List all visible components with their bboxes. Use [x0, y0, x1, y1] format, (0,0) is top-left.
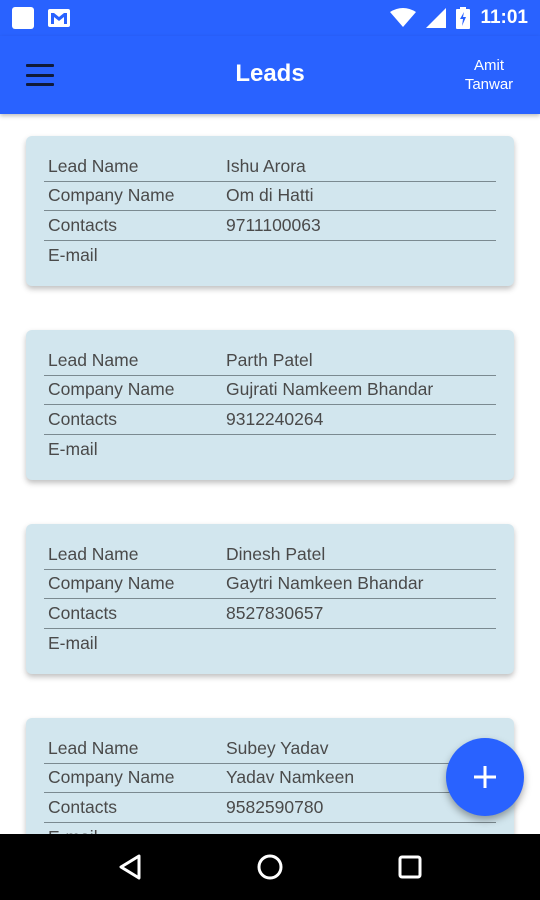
contacts-value: 9312240264: [226, 408, 324, 429]
company-name-row: [44, 764, 496, 794]
contacts-value: 8527830657: [226, 602, 324, 623]
wifi-icon: [390, 8, 416, 28]
status-bar: [0, 0, 540, 36]
back-button[interactable]: [110, 847, 150, 887]
app-bar: [0, 36, 540, 114]
lead-name-row: [44, 152, 496, 182]
company-name-row: [44, 182, 496, 212]
home-button[interactable]: [250, 847, 290, 887]
lead-name-row: [44, 346, 496, 376]
lead-card[interactable]: [26, 136, 514, 286]
lead-name-row: [44, 540, 496, 570]
company-name-label: Company Name: [48, 767, 175, 788]
user-name[interactable]: [454, 56, 524, 94]
lead-name-value: Ishu Arora: [226, 155, 306, 176]
back-triangle-icon: [117, 853, 143, 881]
plus-icon: [472, 764, 498, 790]
company-name-row: [44, 570, 496, 600]
company-name-value: Gujrati Namkeem Bhandar: [226, 379, 434, 400]
company-name-value: Gaytri Namkeen Bhandar: [226, 573, 424, 594]
lead-name-row: [44, 734, 496, 764]
email-label: E-mail: [48, 438, 98, 459]
lead-name-label: Lead Name: [48, 737, 139, 758]
page-title: Leads: [235, 60, 305, 87]
email-label: E-mail: [48, 244, 98, 265]
gmail-icon: [48, 9, 70, 27]
contacts-value: 9582590780: [226, 796, 324, 817]
email-row: [44, 629, 496, 659]
user-last-name: Tanwar: [464, 76, 514, 93]
contacts-value: 9711100063: [226, 214, 321, 235]
navigation-bar: [0, 834, 540, 900]
lead-card[interactable]: [26, 524, 514, 674]
recents-square-icon: [397, 854, 423, 880]
user-first-name: Amit: [474, 57, 504, 74]
company-name-label: Company Name: [48, 185, 175, 206]
battery-charging-icon: [456, 7, 470, 29]
company-name-label: Company Name: [48, 573, 175, 594]
signal-icon: [426, 8, 446, 28]
status-left: [12, 7, 70, 29]
home-circle-icon: [256, 853, 284, 881]
lead-name-value: Dinesh Patel: [226, 543, 326, 564]
lead-card[interactable]: [26, 330, 514, 480]
status-time: 11:01: [480, 7, 528, 28]
contacts-row: [44, 211, 496, 241]
recents-button[interactable]: [390, 847, 430, 887]
contacts-row: [44, 599, 496, 629]
lead-name-value: Subey Yadav: [226, 737, 329, 758]
leads-list[interactable]: [0, 114, 540, 834]
contacts-label: Contacts: [48, 214, 118, 235]
contacts-label: Contacts: [48, 796, 118, 817]
company-name-label: Company Name: [48, 379, 175, 400]
company-name-row: [44, 376, 496, 406]
company-name-value: Yadav Namkeen: [226, 767, 355, 788]
square-notification-icon: [12, 7, 34, 29]
company-name-value: Om di Hatti: [226, 185, 314, 206]
lead-name-value: Parth Patel: [226, 349, 313, 370]
contacts-label: Contacts: [48, 602, 118, 623]
lead-name-label: Lead Name: [48, 543, 139, 564]
contacts-row: [44, 405, 496, 435]
email-row: [44, 241, 496, 271]
add-lead-button[interactable]: [446, 738, 524, 816]
contacts-row: [44, 793, 496, 823]
email-row: [44, 435, 496, 465]
lead-name-label: Lead Name: [48, 349, 139, 370]
lead-name-label: Lead Name: [48, 155, 139, 176]
contacts-label: Contacts: [48, 408, 118, 429]
status-right: [390, 7, 528, 29]
email-label: E-mail: [48, 632, 98, 653]
